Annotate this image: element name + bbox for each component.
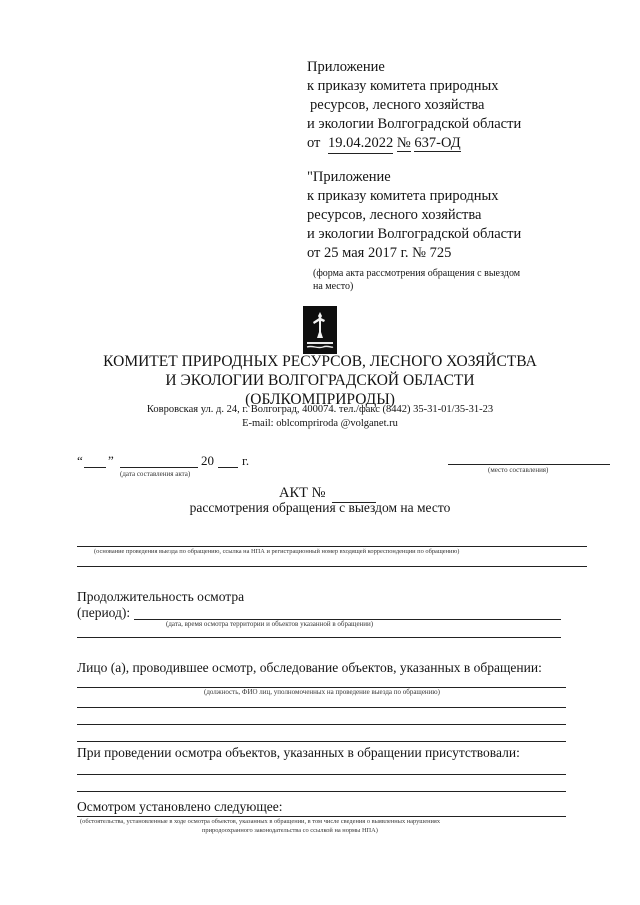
appendix2-line-3: ресурсов, лесного хозяйства — [307, 207, 482, 223]
quote-close: ” — [108, 453, 114, 468]
committee-name-line-2: И ЭКОЛОГИИ ВОЛГОГРАДСКОЙ ОБЛАСТИ — [165, 372, 475, 389]
year-suffix: г. — [242, 453, 250, 468]
period-field-2 — [77, 637, 561, 638]
appendix2-line-2: к приказу комитета природных — [307, 188, 499, 204]
findings-field — [77, 816, 566, 817]
committee-short-name: (ОБЛКОМПРИРОДЫ) — [245, 391, 395, 408]
order-date-line — [307, 134, 461, 154]
committee-name-line-1: КОМИТЕТ ПРИРОДНЫХ РЕСУРСОВ, ЛЕСНОГО ХОЗЯЙСТВА — [103, 353, 537, 370]
number-sign: № — [396, 135, 411, 151]
year-prefix: 20 — [201, 453, 214, 468]
findings-hint-1: (обстоятельства, установленные в ходе осмотра объектов, указанных в обращении, в том числе сведения о выявленных нарушениях — [80, 818, 441, 825]
inspector-label: Лицо (а), проводившее осмотр, обследование объектов, указанных в обращении: — [77, 660, 542, 675]
findings-hint-2: природоохранного законодательства со ссылкой на нормы НПА) — [202, 827, 378, 834]
year-field — [218, 467, 238, 468]
period-label: (период): — [77, 605, 131, 620]
attendees-field — [77, 774, 566, 775]
place-hint: (место составления) — [488, 466, 549, 474]
period-hint: (дата, время осмотра территории и объектов указанной в обращении) — [166, 620, 374, 628]
committee-email: E-mail: oblcompriroda @volganet.ru — [242, 418, 398, 429]
act-subtitle: рассмотрения обращения с выездом на место — [189, 500, 451, 515]
date-hint: (дата составления акта) — [120, 470, 191, 478]
emblem-icon — [303, 306, 337, 354]
attendees-field-2 — [77, 791, 566, 792]
attendees-label: При проведении осмотра объектов, указанных в обращении присутствовали: — [77, 745, 520, 760]
inspector-field-2 — [77, 707, 566, 708]
findings-label: Осмотром установлено следующее: — [77, 799, 283, 814]
order-date: 19.04.2022 — [328, 134, 393, 154]
appendix-line-4: и экологии Волгоградской области — [307, 116, 522, 132]
quote-open: “ — [77, 453, 83, 468]
appendix2-line-5: от 25 мая 2017 г. № 725 — [307, 245, 452, 261]
basis-field — [77, 546, 587, 547]
form-note-line-1: (форма акта рассмотрения обращения с выездом — [313, 268, 521, 279]
duration-label: Продолжительность осмотра — [77, 589, 245, 604]
act-title-text: АКТ № — [279, 485, 326, 501]
place-field — [448, 464, 610, 465]
month-field — [120, 467, 198, 468]
order-number: 637-ОД — [414, 135, 461, 151]
day-field — [84, 467, 106, 468]
appendix-line-3: ресурсов, лесного хозяйства — [310, 97, 485, 113]
committee-address: Ковровская ул. д. 24, г. Волгоград, 400074. тел./факс (8442) 35-31-01/35-31-23 — [146, 404, 494, 415]
appendix2-line-4: и экологии Волгоградской области — [307, 226, 522, 242]
inspector-hint: (должность, ФИО лиц, уполномоченных на проведение выезда по обращению) — [204, 688, 440, 696]
inspector-field-4 — [77, 741, 566, 742]
inspector-field-3 — [77, 724, 566, 725]
from-label: от — [307, 135, 321, 151]
basis-hint: (основание проведения выезда по обращению, ссылка на НПА и регистрационный номер входящей корреспонденции по обращению) — [94, 548, 460, 555]
appendix-title: Приложение — [307, 59, 385, 75]
appendix2-title: "Приложение — [307, 169, 391, 185]
form-note-line-2: на место) — [313, 281, 354, 292]
appendix-line-2: к приказу комитета природных — [307, 78, 499, 94]
basis-field-2 — [77, 566, 587, 567]
